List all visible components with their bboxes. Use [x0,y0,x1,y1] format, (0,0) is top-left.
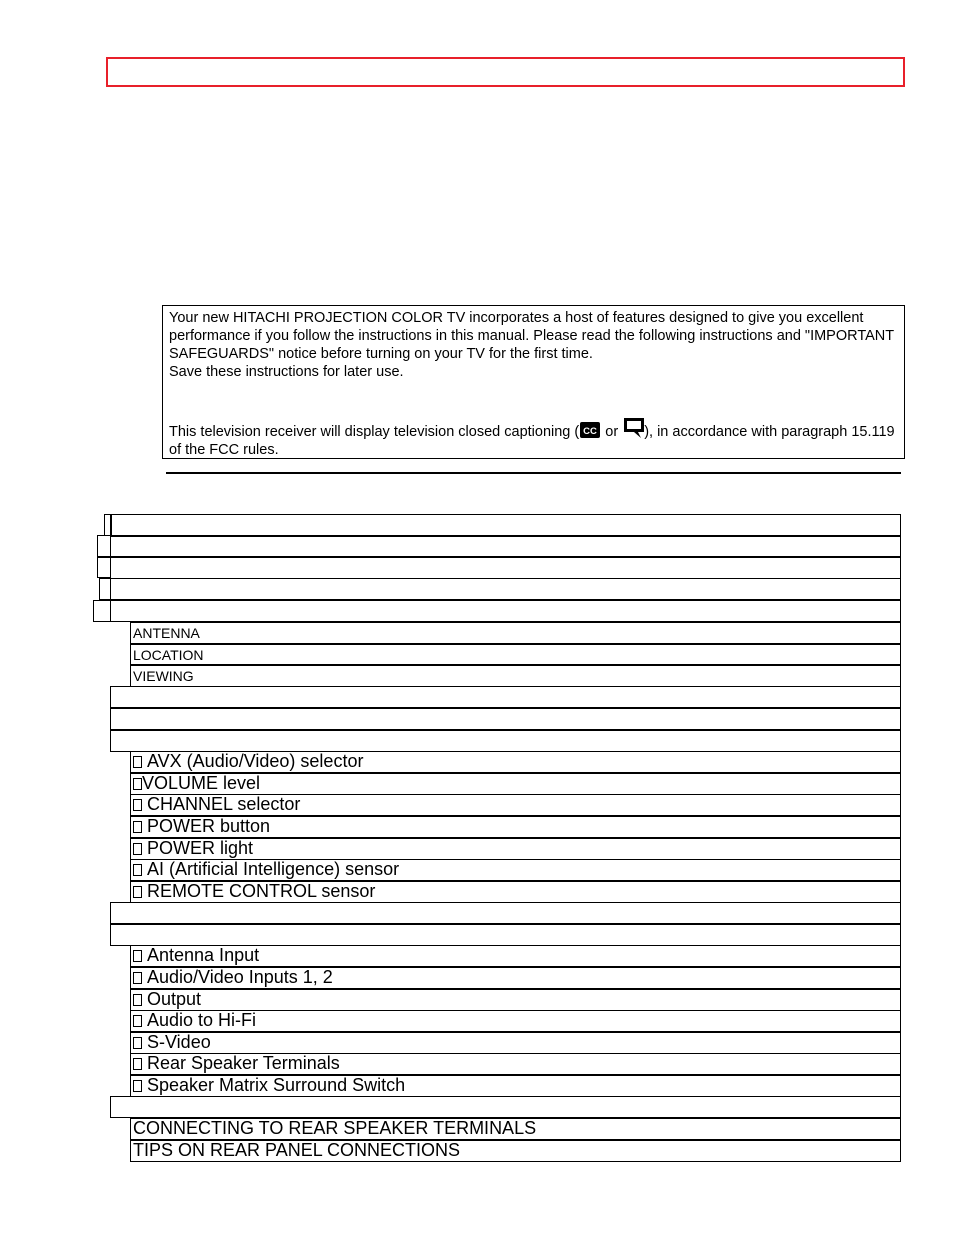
svg-text:CC: CC [583,426,598,437]
bullet-box-icon [133,1037,142,1049]
toc-row-rear-item[interactable]: Rear Speaker Terminals [130,1053,901,1075]
toc-row-rear-item[interactable]: Audio to Hi-Fi [130,1010,901,1032]
closed-caption-icon [579,421,601,439]
toc-row[interactable] [110,557,901,579]
toc-row-rear-item[interactable]: S-Video [130,1032,901,1054]
toc-row[interactable] [110,902,901,924]
bullet-box-icon [133,886,142,898]
toc-row-rear-item[interactable]: Antenna Input [130,945,901,967]
toc-row-front-item[interactable]: CHANNEL selector [130,794,901,816]
toc-marker [97,557,111,578]
toc-row[interactable] [110,514,901,536]
toc-row-front-item[interactable]: VOLUME level [130,773,901,795]
toc-row-front-item[interactable]: AI (Artificial Intelligence) sensor [130,859,901,881]
bullet-box-icon [133,972,142,984]
section-divider [166,472,901,474]
bullet-box-icon [133,843,142,855]
toc-row-front-item[interactable]: REMOTE CONTROL sensor [130,881,901,903]
caption-speech-bubble-icon [622,417,644,435]
toc-row-location[interactable]: LOCATION [130,644,901,665]
bullet-box-icon [133,994,142,1006]
bullet-box-icon [133,756,142,768]
toc-row-front-item[interactable]: POWER button [130,816,901,838]
bullet-box-icon [133,1080,142,1092]
toc-row[interactable] [110,708,901,730]
toc-row-front-item[interactable]: POWER light [130,838,901,860]
intro-paragraph: Your new HITACHI PROJECTION COLOR TV incorporates a host of features designed to give you excellent performance if you follow the instructions in this manual. Please read the following instructions and "IMPORTANT SAFEGUARDS" notice before turning on your TV for the first time. [169,310,894,362]
toc-row[interactable] [110,578,901,600]
toc-row-connecting[interactable]: CONNECTING TO REAR SPEAKER TERMINALS [130,1118,901,1140]
toc-row-front-item[interactable]: AVX (Audio/Video) selector [130,751,901,773]
toc-marker [97,535,111,557]
toc-row-rear-item[interactable]: Speaker Matrix Surround Switch [130,1075,901,1097]
bullet-box-icon [133,864,142,876]
bullet-box-icon [133,821,142,833]
toc-row[interactable] [110,1096,901,1118]
toc-row-tips[interactable]: TIPS ON REAR PANEL CONNECTIONS [130,1140,901,1162]
intro-notice-box [162,305,905,459]
bullet-box-icon [133,1015,142,1027]
toc-row[interactable] [110,600,901,622]
bullet-box-icon [133,778,142,790]
toc-row[interactable] [110,536,901,557]
closed-caption-note: This television receiver will display television closed captioning ( CC or ), in accordance with paragraph 15.119 of the FCC rules. [169,417,898,459]
toc-row[interactable] [110,730,901,752]
save-instructions-note: Save these instructions for later use. [169,364,404,380]
toc-row[interactable] [110,924,901,946]
toc-row-viewing[interactable]: VIEWING [130,665,901,687]
bullet-box-icon [133,1058,142,1070]
toc-row-rear-item[interactable]: Audio/Video Inputs 1, 2 [130,967,901,989]
bullet-box-icon [133,799,142,811]
bullet-box-icon [133,950,142,962]
toc-marker [93,600,111,622]
toc-row[interactable] [110,686,901,708]
toc-row-antenna[interactable]: ANTENNA [130,622,901,644]
title-frame [106,57,905,87]
toc-row-rear-item[interactable]: Output [130,989,901,1011]
